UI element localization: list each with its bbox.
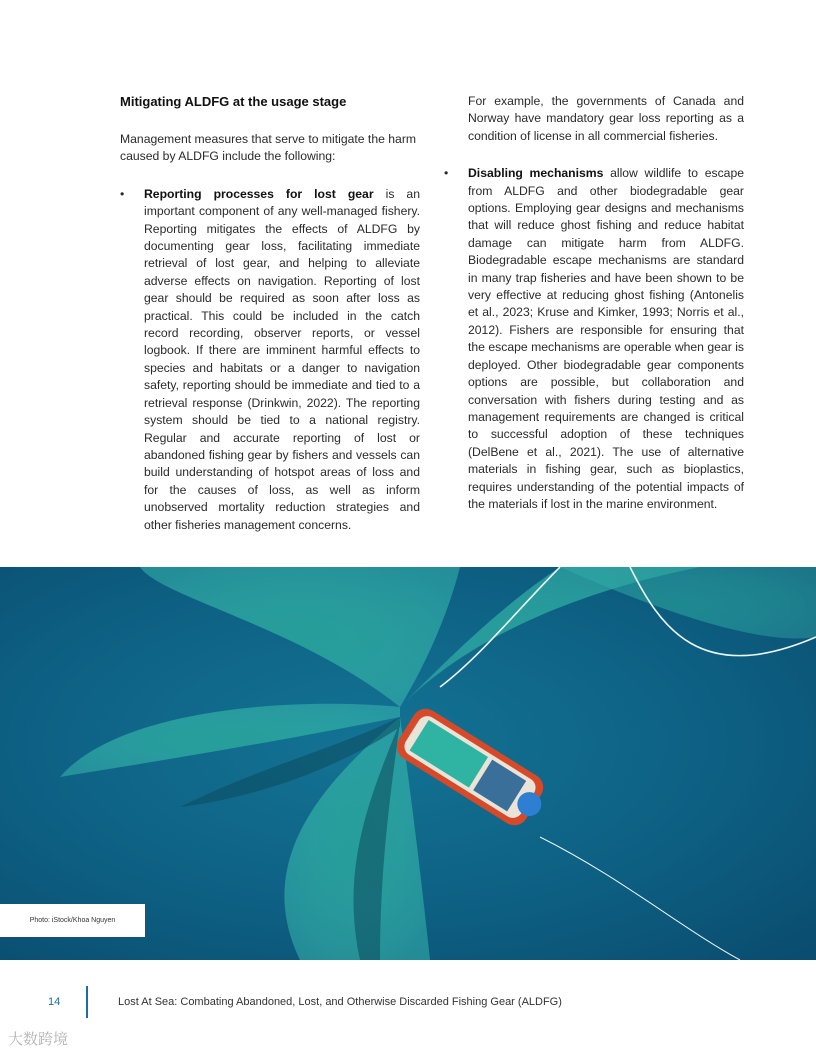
continuation-paragraph: For example, the governments of Canada and Norway have mandatory gear loss reporting as a condition of license in all commercial fisheries. <box>468 94 744 143</box>
footer-title: Lost At Sea: Combating Abandoned, Lost, and Otherwise Discarded Fishing Gear (ALDFG) <box>118 996 562 1008</box>
right-column <box>444 93 744 513</box>
bullet-disabling <box>444 165 744 513</box>
bullet-disabling-title: Disabling mechanisms <box>468 166 604 181</box>
intro-paragraph: Management measures that serve to mitigate the harm caused by ALDFG include the following: <box>120 132 417 164</box>
bullet-reporting-title: Reporting processes for lost gear <box>144 186 374 201</box>
bullet-marker: • <box>120 186 125 201</box>
bullet-disabling-text: allow wildlife to escape from ALDFG and other biodegradable gear options. Employing gear designs and mechanisms that will reduce ghost fishing and reduce habitat damage can mitigate harm from ALDFG. Biodegradable escape mechanisms are standard in many trap fisheries and have been shown to be very effective at reducing ghost fishing (Antonelis et al., 2023; Kruse and Kimker, 1993; Norris et al., 2012). Fishers are responsible for ensuring that the escape mechanisms are operable when gear is deployed. Other biodegradable gear components options are possible, but collaboration and conversation with fishers during testing and as management requirements are changed is critical to successful adoption of these techniques (DelBene et al., 2021). The use of alternative materials in fishing gear, such as bioplastics, requires understanding of the potential impacts of the materials if lost in the marine environment. <box>468 166 744 511</box>
watermark-logo: 大数跨境 <box>8 1030 69 1048</box>
photo-credit: Photo: iStock/Khoa Nguyen <box>0 904 145 937</box>
section-heading: Mitigating ALDFG at the usage stage <box>120 94 347 109</box>
left-column <box>120 93 420 534</box>
bullet-marker: • <box>444 166 449 181</box>
footer-divider <box>86 986 88 1018</box>
bullet-reporting-text: is an important component of any well-managed fishery. Reporting mitigates the effects of ALDFG by documenting gear loss, facilitating immediate retrieval of lost gear, and helping to alleviate adverse effects on navigation. Reporting of lost gear should be required as soon after loss as practical. This could be included in the catch record recording, observer reports, or vessel logbook. If there are imminent harmful effects to species and habitats or a danger to navigation safety, reporting should be immediate and tied to a retrieval response (Drinkwin, 2022). The reporting system should be tied to a national registry. Regular and accurate reporting of lost or abandoned fishing gear by fishers and vessels can build understanding of hotspot areas of loss and for the causes of loss, as well as inform unobserved mortality reduction strategies and other fisheries management concerns. <box>144 186 420 532</box>
page-number: 14 <box>48 996 61 1008</box>
fishing-boat-aerial-photo <box>0 567 816 960</box>
fishing-boat-photo-icon <box>0 567 816 960</box>
bullet-reporting <box>120 186 420 534</box>
